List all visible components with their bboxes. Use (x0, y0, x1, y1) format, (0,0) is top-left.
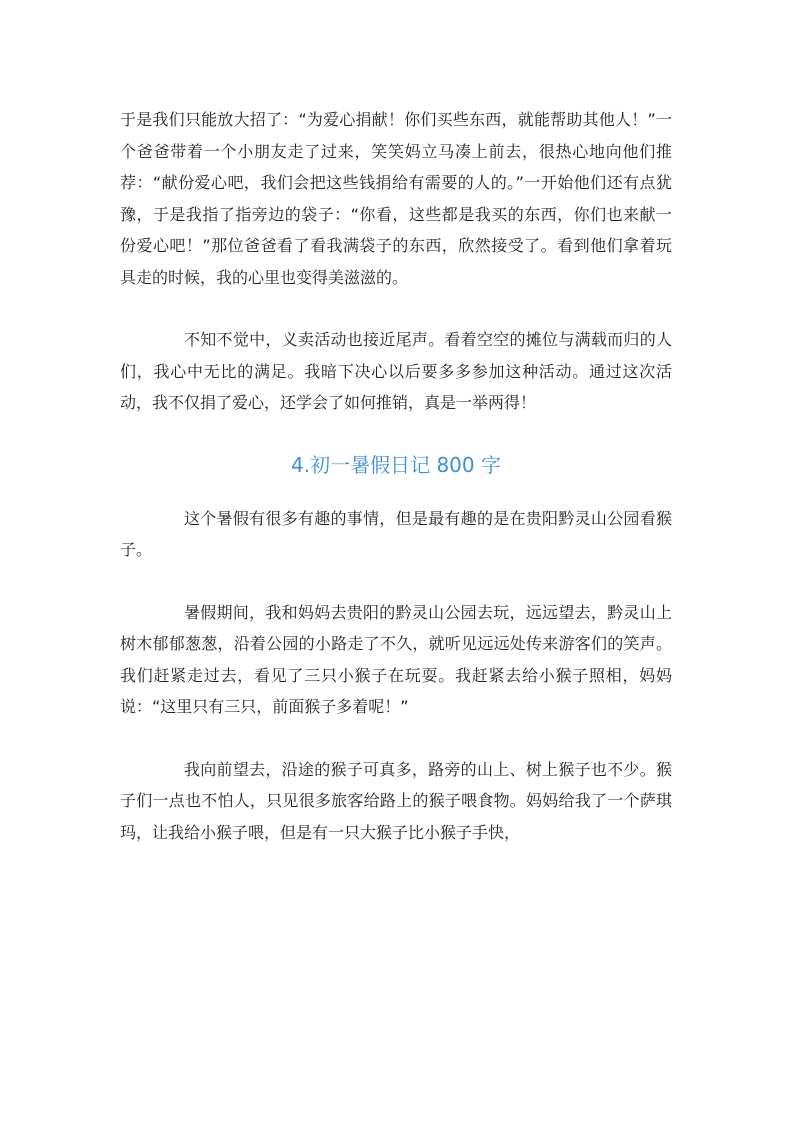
paragraph-monkeys: 我向前望去，沿途的猴子可真多，路旁的山上、树上猴子也不少。猴子们一点也不怕人，只见很多旅客给路上的猴子喂食物。妈妈给我了一个萨琪玛，让我给小猴子喂，但是有一只大猴子比小猴子手快， (120, 759, 672, 842)
paragraph-summer-intro: 这个暑假有很多有趣的事情，但是最有趣的是在贵阳黔灵山公园看猴子。 (120, 508, 672, 559)
paragraph-charity-pitch: 于是我们只能放大招了：“为爱心捐献！你们买些东西，就能帮助其他人！”一个爸爸带着一个小朋友走了过来，笑笑妈立马凑上前去，很热心地向他们推荐：“献份爱心吧，我们会把这些钱捐给有需要的人的。”一开始他们还有点犹豫，于是我指了指旁边的袋子：“你看，这些都是我买的东西，你们也来献一份爱心吧！”那位爸爸看了看我满袋子的东西，欣然接受了。看到他们拿着玩具走的时候，我的心里也变得美滋滋的。 (120, 110, 672, 287)
document-page (120, 104, 672, 848)
paragraph-park-visit: 暑假期间，我和妈妈去贵阳的黔灵山公园去玩，远远望去，黔灵山上树木郁郁葱葱，沿着公园的小路走了不久，就听见远远处传来游客们的笑声。我们赶紧走过去，看见了三只小猴子在玩耍。我赶紧去给小猴子照相，妈妈说：“这里只有三只，前面猴子多着呢！” (120, 602, 672, 716)
section-heading: 4.初一暑假日记 800 字 (291, 452, 501, 477)
paragraph-charity-end: 不知不觉中，义卖活动也接近尾声。看着空空的摊位与满载而归的人们，我心中无比的满足。我暗下决心以后要多多参加这种活动。通过这次活动，我不仅捐了爱心，还学会了如何推销，真是一举两得！ (120, 330, 672, 412)
